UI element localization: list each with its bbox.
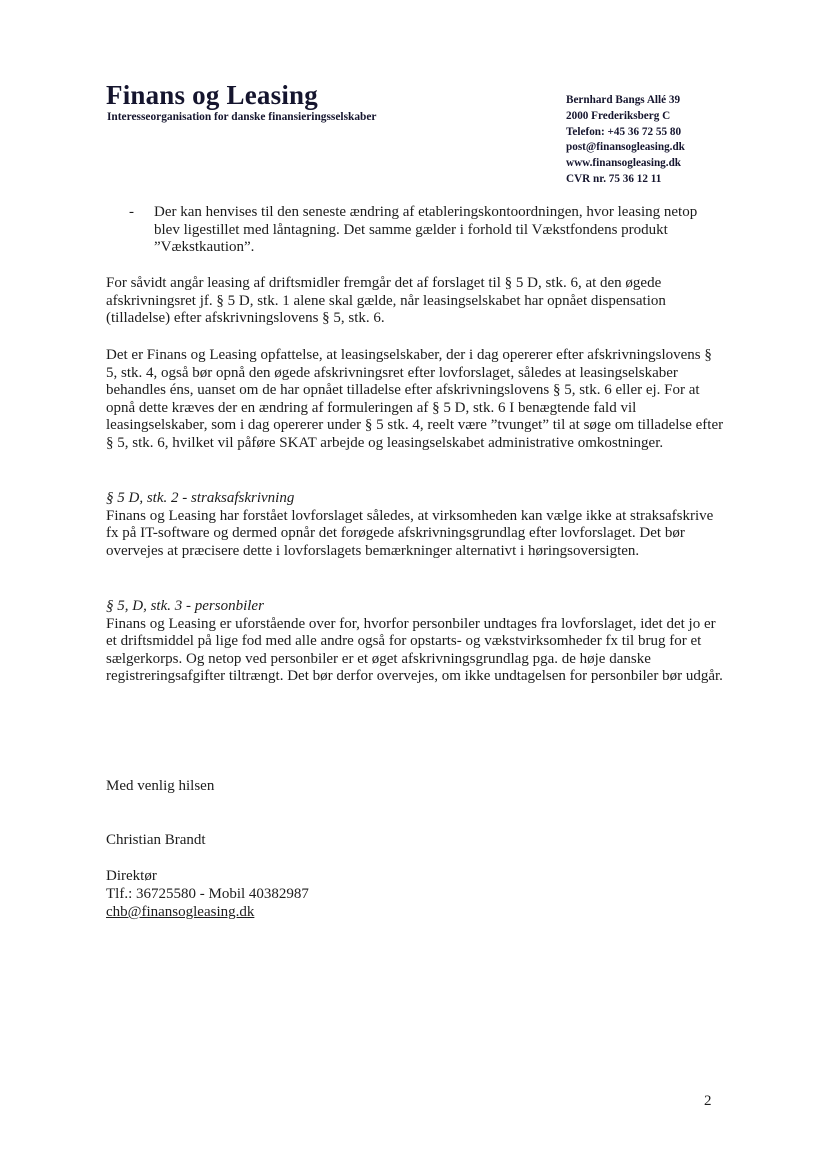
page-number: 2: [704, 1093, 712, 1109]
cvr-number: CVR nr. 75 36 12 11: [566, 172, 662, 185]
section-heading: § 5 D, stk. 2 - straksafskrivning: [106, 490, 295, 506]
organization-name: Finans og Leasing: [106, 80, 318, 110]
paragraph-text: For såvidt angår leasing af driftsmidler fremgår det af forslaget til § 5 D, stk. 6, at den øgede afskrivningsret jf. § 5 D, stk. 1 alene skal gælde, når leasingselskabet har opnået dispensation (tilladelse) efter afskrivningslovens § 5, stk. 6.: [106, 275, 666, 327]
closing-greeting: Med venlig hilsen: [106, 778, 215, 794]
signatory-phone: Tlf.: 36725580 - Mobil 40382987: [106, 886, 309, 902]
contact-block: [566, 93, 685, 188]
signatory-name: Christian Brandt: [106, 832, 206, 848]
address-line-2: 2000 Frederiksberg C: [566, 109, 671, 122]
section-text: Finans og Leasing har forstået lovforslaget således, at virksomheden kan vælge ikke at straksafskrive fx på IT-software og dermed opnår det forøgede afskrivningsgrundlag efter lovforslaget. Det bør overvejes at præcisere dette i lovforslagets bemærkninger alternativt i høringsoversigten.: [106, 507, 714, 559]
paragraph-leasing-driftsmidler: [106, 275, 726, 328]
contact-email: post@finansogleasing.dk: [566, 141, 685, 154]
section-text: Finans og Leasing er uforstående over for, hvorfor personbiler undtages fra lovforslaget, idet det jo er et driftsmiddel på lige fod med alle andre også for opstarts- og vækstvirksomheder fx til brug for et sælgerkorps. Og netop ved personbiler er et øget afskrivningsgrundlag pga. de høje danske registreringsafgifter tiltrængt. Det bør derfor overvejes, om ikke undtagelsen for personbiler bør udgår.: [106, 615, 723, 685]
section-straksafskrivning: [106, 490, 726, 560]
phone-number: Telefon: +45 36 72 55 80: [566, 125, 682, 138]
bullet-marker: -: [129, 204, 134, 220]
section-heading: § 5, D, stk. 3 - personbiler: [106, 598, 264, 614]
paragraph-opinion: [106, 347, 726, 453]
signatory-email-link[interactable]: chb@finansogleasing.dk: [106, 904, 255, 920]
paragraph-text: Det er Finans og Leasing opfattelse, at leasingselskaber, der i dag opererer efter afskrivningslovens § 5, stk. 4, også bør opnå den øgede afskrivningsret efter lovforslaget, således at leasingselskaber behandles éns, uanset om de har opnået tilladelse efter afskrivningslovens § 5, stk. 6 eller ej. For at opnå dette kræves der en ændring af formuleringen af § 5 D, stk. 6 I benægtende fald vil leasingselskaber, som i dag opererer under § 5 stk. 4, reelt være ”tvunget” til at søge om tilladelse efter § 5, stk. 6, hvilket vil påføre SKAT arbejde og leasingselskabet administrative omkostninger.: [106, 347, 724, 451]
organization-subtitle: Interesseorganisation for danske finansieringsselskaber: [107, 111, 377, 123]
website: www.finansogleasing.dk: [566, 157, 682, 170]
section-personbiler: [106, 598, 726, 686]
address-line-1: Bernhard Bangs Allé 39: [566, 94, 681, 106]
signatory-title: Direktør: [106, 868, 157, 884]
bullet-text: Der kan henvises til den seneste ændring af etableringskontoordningen, hvor leasing netop blev ligestillet med låntagning. Det samme gælder i forhold til Vækstfondens produkt ”Vækstkaution”.: [154, 204, 698, 256]
